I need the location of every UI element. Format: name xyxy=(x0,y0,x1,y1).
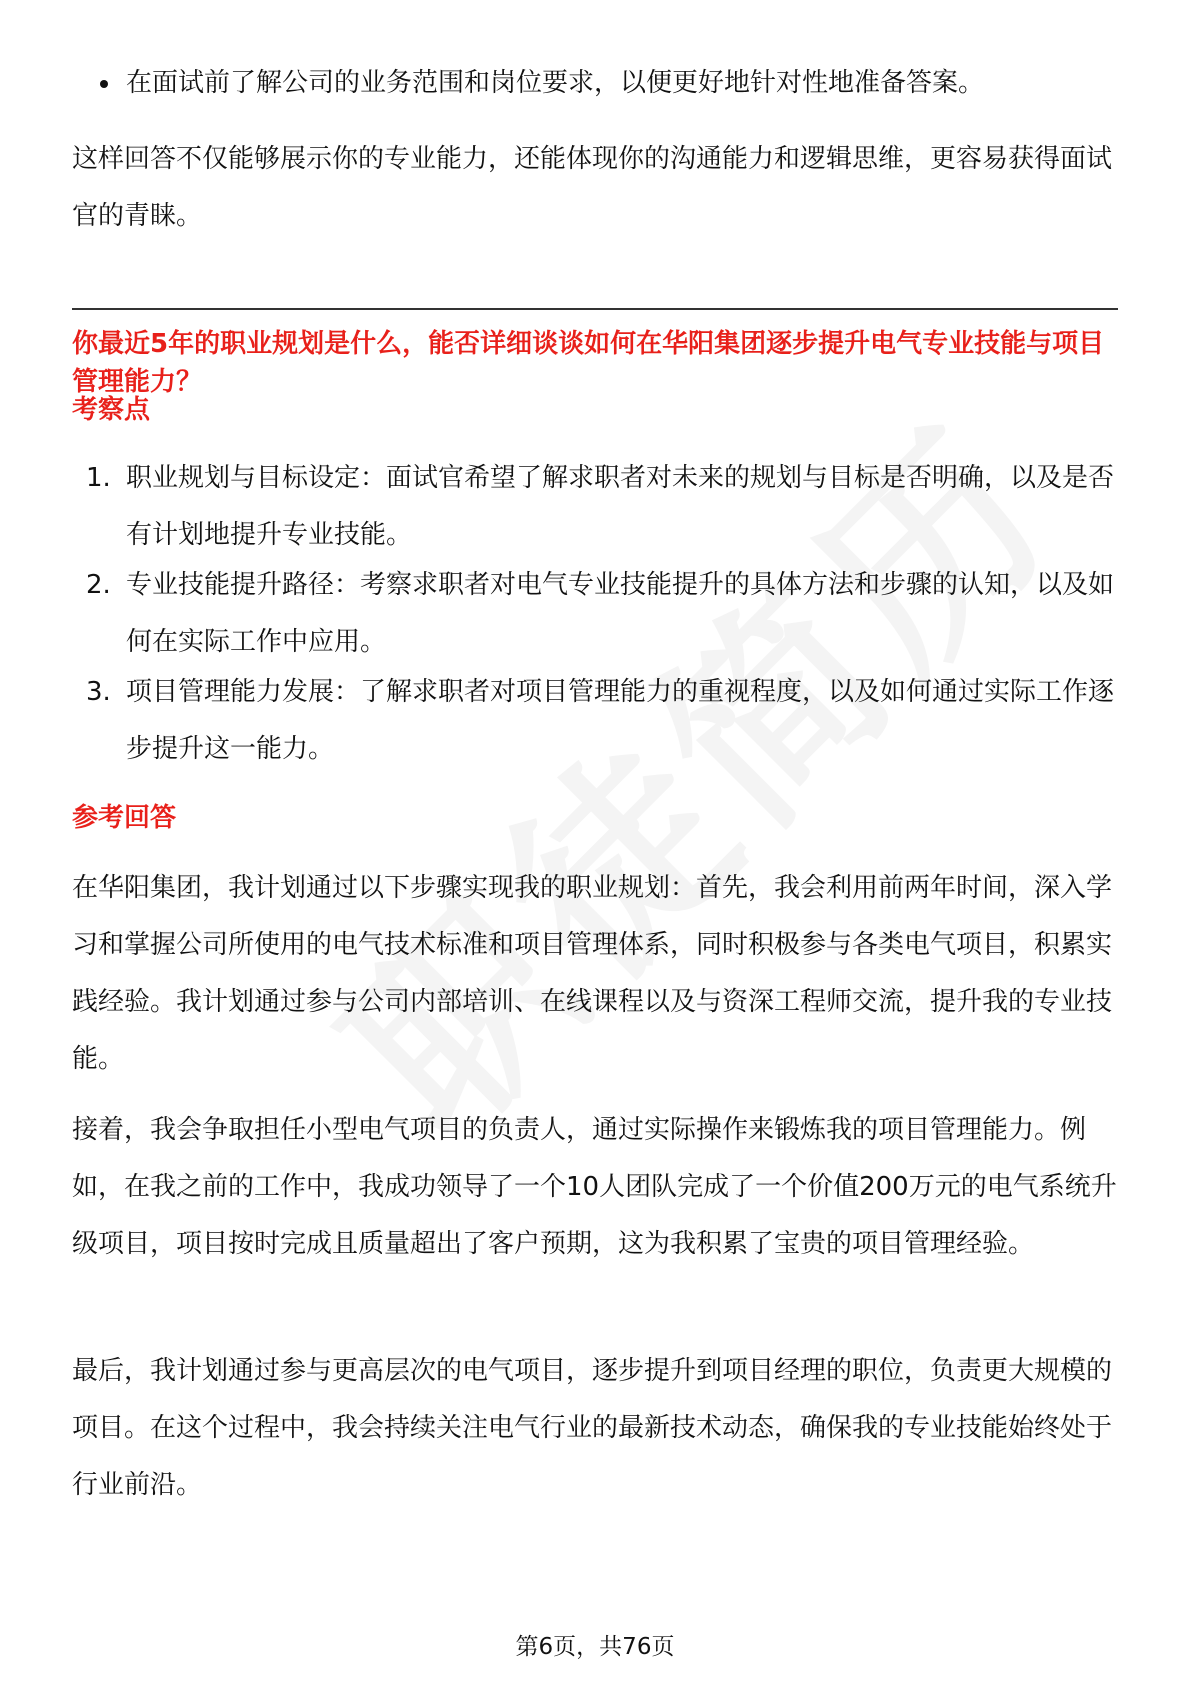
document-page xyxy=(72,0,1118,1684)
examination-item-1 xyxy=(72,450,1118,564)
item-text: 专业技能提升路径：考察求职者对电气专业技能提升的具体方法和步骤的认知，以及如何在实际工作中应用。 xyxy=(126,570,1115,657)
item-text: 职业规划与目标设定：面试官希望了解求职者对未来的规划与目标是否明确，以及是否有计划地提升专业技能。 xyxy=(126,463,1115,550)
page-footer: 第6页，共76页 xyxy=(515,1634,675,1660)
question-heading: 你最近5年的职业规划是什么，能否详细谈谈如何在华阳集团逐步提升电气专业技能与项目管理能力？ xyxy=(72,329,1105,397)
answer-paragraph-2-block xyxy=(72,1102,1118,1273)
examination-item-3 xyxy=(72,664,1118,778)
conclusion-block xyxy=(72,131,1118,245)
item-number: 2. xyxy=(86,570,111,600)
conclusion-paragraph: 这样回答不仅能够展示你的专业能力，还能体现你的沟通能力和逻辑思维，更容易获得面试官的青睐。 xyxy=(72,144,1113,231)
bullet-text: 在面试前了解公司的业务范围和岗位要求，以便更好地针对性地准备答案。 xyxy=(126,68,985,98)
item-text: 项目管理能力发展：了解求职者对项目管理能力的重视程度，以及如何通过实际工作逐步提升这一能力。 xyxy=(126,677,1115,764)
bullet-dot-icon xyxy=(100,80,108,88)
answer-title: 参考回答 xyxy=(72,803,177,833)
answer-paragraph: 最后，我计划通过参与更高层次的电气项目，逐步提升到项目经理的职位，负责更大规模的项目。在这个过程中，我会持续关注电气行业的最新技术动态，确保我的专业技能始终处于行业前沿。 xyxy=(72,1356,1113,1500)
examination-title: 考察点 xyxy=(72,395,151,425)
answer-paragraph-3-block xyxy=(72,1343,1118,1514)
answer-paragraph-1-block xyxy=(72,860,1118,1088)
answer-paragraph: 在华阳集团，我计划通过以下步骤实现我的职业规划：首先，我会利用前两年时间，深入学习和掌握公司所使用的电气技术标准和项目管理体系，同时积极参与各类电气项目，积累实践经验。我计划通过参与公司内部培训、在线课程以及与资深工程师交流，提升我的专业技能。 xyxy=(72,873,1113,1074)
item-number: 1. xyxy=(86,463,111,493)
answer-paragraph: 接着，我会争取担任小型电气项目的负责人，通过实际操作来锻炼我的项目管理能力。例如，在我之前的工作中，我成功领导了一个10人团队完成了一个价值200万元的电气系统升级项目，项目按时完成且质量超出了客户预期，这为我积累了宝贵的项目管理经验。 xyxy=(72,1115,1117,1259)
examination-item-2 xyxy=(72,557,1118,671)
section-divider xyxy=(72,308,1118,310)
item-number: 3. xyxy=(86,677,111,707)
